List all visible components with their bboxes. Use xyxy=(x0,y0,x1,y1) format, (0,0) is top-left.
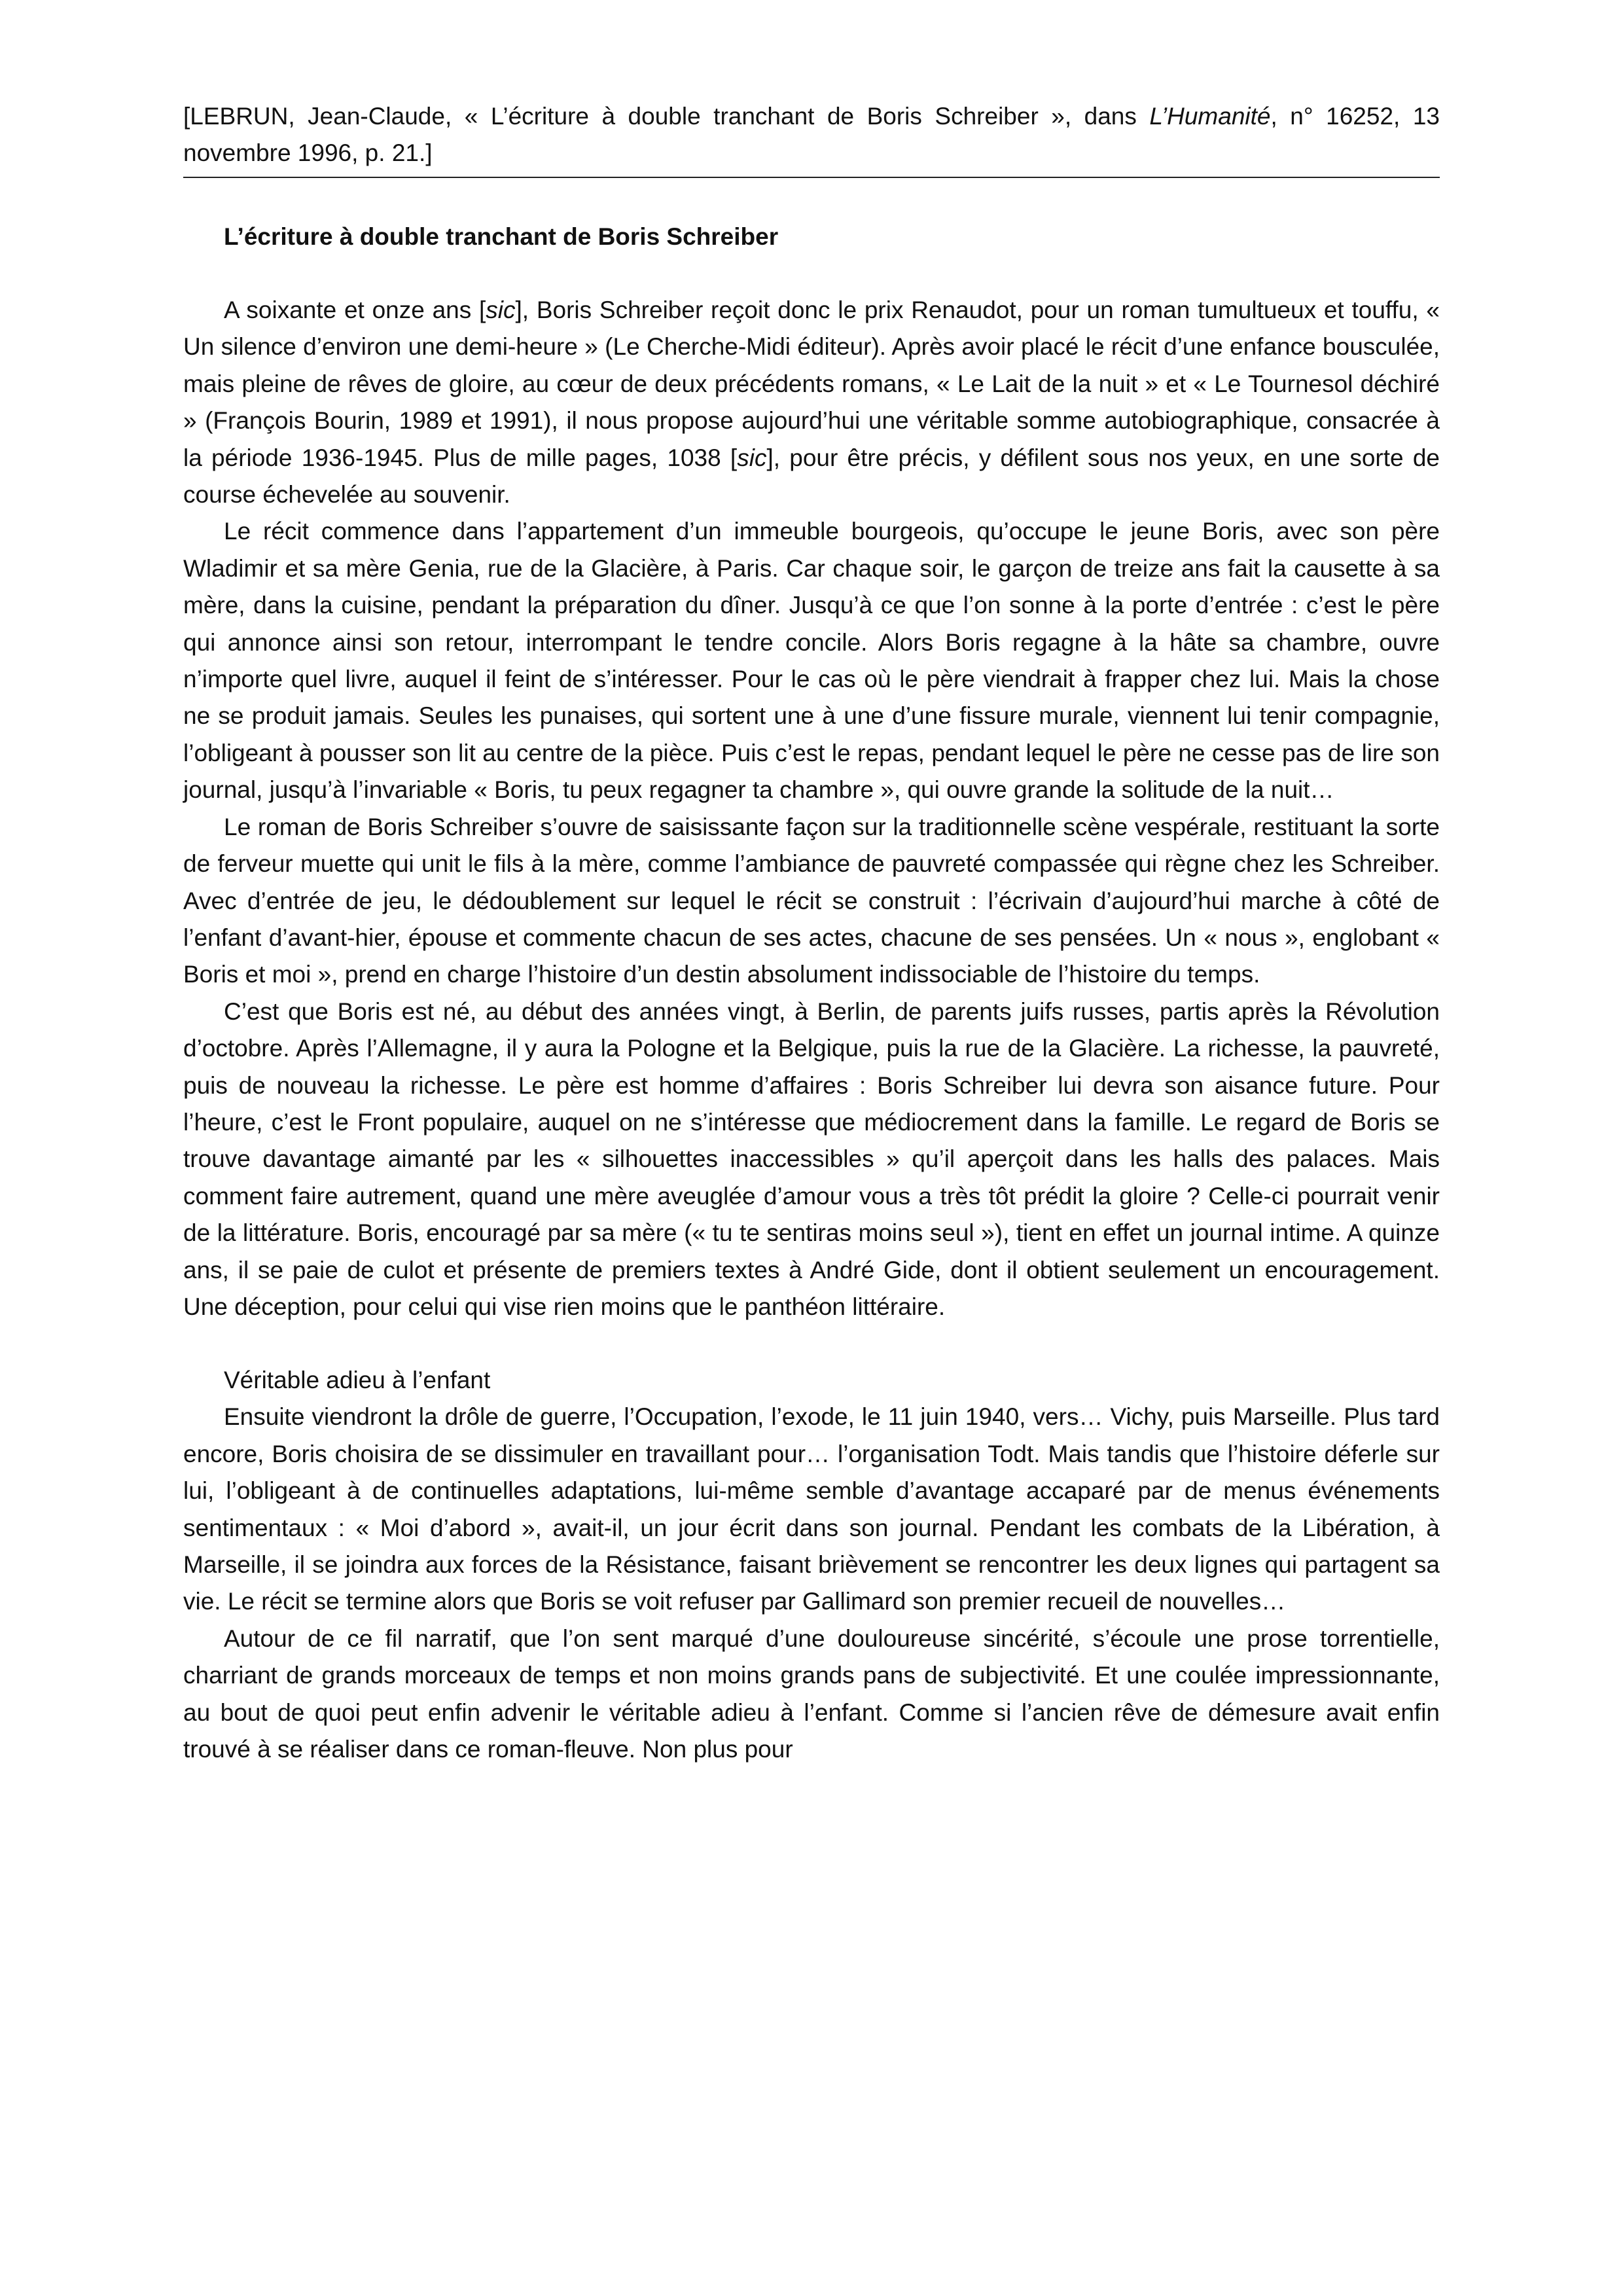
bibliographic-citation xyxy=(183,98,1440,178)
sic-mark-2: sic xyxy=(737,444,767,471)
paragraph-1-part-b: ], Boris Schreiber reçoit donc le prix Renaudot, pour un roman tumultueux et touffu, « Un silence d’environ une demi-heure » (Le Cherche-Midi éditeur). Après avoir placé le récit d’une enfance bousculée, mais pleine de rêves de gloire, au cœur de deux précédents romans, « Le Lait de la nuit » et « Le Tournesol déchiré » (François Bourin, 1989 et 1991), il nous propose aujourd’hui une véritable somme autobiographique, consacrée à la période 1936-1945. Plus de mille pages, 1038 [ xyxy=(183,296,1440,471)
document-page xyxy=(183,98,1440,1768)
citation-text-end: , n° 16252, 13 novembre 1996, p. 21.] xyxy=(183,103,1440,166)
paragraph-1-part-a: A soixante et onze ans [ xyxy=(224,296,486,323)
paragraph-5: Ensuite viendront la drôle de guerre, l’Occupation, l’exode, le 11 juin 1940, vers… Vichy, puis Marseille. Plus tard encore, Boris choisira de se dissimuler en travaillant pour… l’organisation Todt. Mais tandis que l’histoire déferle sur lui, l’obligeant à de continuelles adaptations, lui-même semble d’avantage accaparé par de menus événements sentimentaux : « Moi d’abord », avait-il, un jour écrit dans son journal. Pendant les combats de la Libération, à Marseille, il se joindra aux forces de la Résistance, faisant brièvement se rencontrer les deux lignes qui partagent sa vie. Le récit se termine alors que Boris se voit refuser par Gallimard son premier recueil de nouvelles… xyxy=(183,1403,1440,1615)
citation-journal-name: L’Humanité xyxy=(1149,103,1271,130)
paragraph-1 xyxy=(183,292,1440,513)
article-title: L’écriture à double tranchant de Boris Schreiber xyxy=(224,223,779,250)
sic-mark-1: sic xyxy=(486,296,516,323)
citation-text-start: [LEBRUN, Jean-Claude, « L’écriture à double tranchant de Boris Schreiber », dans xyxy=(183,103,1150,130)
paragraph-4: C’est que Boris est né, au début des années vingt, à Berlin, de parents juifs russes, partis après la Révolution d’octobre. Après l’Allemagne, il y aura la Pologne et la Belgique, puis la rue de la Glacière. La richesse, la pauvreté, puis de nouveau la richesse. Le père est homme d’affaires : Boris Schreiber lui devra son aisance future. Pour l’heure, c’est le Front populaire, auquel on ne s’intéresse que médiocrement dans la famille. Le regard de Boris se trouve davantage aimanté par les « silhouettes inaccessibles » qu’il aperçoit dans les halls des palaces. Mais comment faire autrement, quand une mère aveuglée d’amour vous a très tôt prédit la gloire ? Celle-ci pourrait venir de la littérature. Boris, encouragé par sa mère (« tu te sentiras moins seul »), tient en effet un journal intime. A quinze ans, il se paie de culot et présente de premiers textes à André Gide, dont il obtient seulement un encouragement. Une déception, pour celui qui vise rien moins que le panthéon littéraire. xyxy=(183,997,1440,1320)
paragraph-1-part-c: ], pour être précis, y défilent sous nos yeux, en une sorte de course échevelée au souvenir. xyxy=(183,444,1440,509)
paragraph-3: Le roman de Boris Schreiber s’ouvre de saisissante façon sur la traditionnelle scène vespérale, restituant la sorte de ferveur muette qui unit le fils à la mère, comme l’ambiance de pauvreté compassée qui règne chez les Schreiber. Avec d’entrée de jeu, le dédoublement sur lequel le récit se construit : l’écrivain d’aujourd’hui marche à côté de l’enfant d’avant-hier, épouse et commente chacun de ses actes, chacune de ses pensées. Un « nous », englobant « Boris et moi », prend en charge l’histoire d’un destin absolument indissociable de l’histoire du temps. xyxy=(183,813,1440,988)
section-subheading: Véritable adieu à l’enfant xyxy=(224,1367,491,1394)
paragraph-6: Autour de ce fil narratif, que l’on sent marqué d’une douloureuse sincérité, s’écoule une prose torrentielle, charriant de grands morceaux de temps et non moins grands pans de subjectivité. Et une coulée impressionnante, au bout de quoi peut enfin advenir le véritable adieu à l’enfant. Comme si l’ancien rêve de démesure avait enfin trouvé à se réaliser dans ce roman-fleuve. Non plus pour xyxy=(183,1624,1440,1763)
paragraph-2: Le récit commence dans l’appartement d’un immeuble bourgeois, qu’occupe le jeune Boris, avec son père Wladimir et sa mère Genia, rue de la Glacière, à Paris. Car chaque soir, le garçon de treize ans fait la causette à sa mère, dans la cuisine, pendant la préparation du dîner. Jusqu’à ce que l’on sonne à la porte d’entrée : c’est le père qui annonce ainsi son retour, interrompant le tendre concile. Alors Boris regagne à la hâte sa chambre, ouvre n’importe quel livre, auquel il feint de s’intéresser. Pour le cas où le père viendrait à frapper chez lui. Mais la chose ne se produit jamais. Seules les punaises, qui sortent une à une d’une fissure murale, viennent lui tenir compagnie, l’obligeant à pousser son lit au centre de la pièce. Puis c’est le repas, pendant lequel le père ne cesse pas de lire son journal, jusqu’à l’invariable « Boris, tu peux regagner ta chambre », qui ouvre grande la solitude de la nuit… xyxy=(183,518,1440,804)
article-body xyxy=(183,292,1440,1768)
